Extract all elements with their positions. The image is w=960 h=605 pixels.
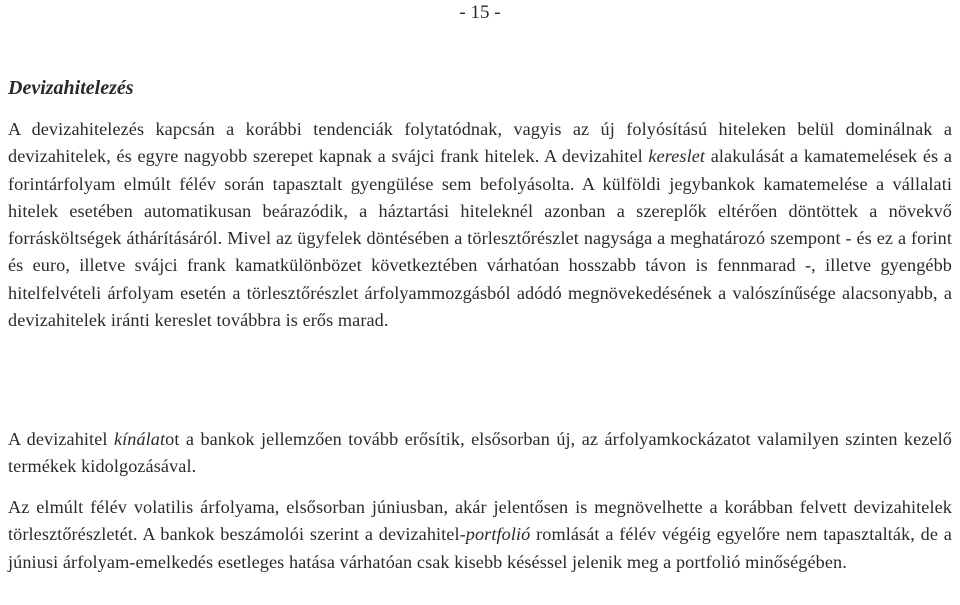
paragraph-text: A devizahitel xyxy=(8,429,114,449)
emphasis-kereslet: kereslet xyxy=(648,146,706,167)
section-title: Devizahitelezés xyxy=(8,77,134,99)
paragraph-text: ot a bankok jellemzően tovább erősítik, elsősorban új, az árfolyamkockázatot valamilyen szinten kezelő termékek kidolgozásával. xyxy=(8,429,952,477)
paragraph-portfolio xyxy=(8,494,952,576)
paragraph-text: romlását a félév végéig egyelőre nem tapasztalták, de a júniusi árfolyam-emelkedés esetleges hatása várhatóan csak kisebb késéssel jelenik meg a portfolió minőségében. xyxy=(8,524,952,572)
paragraph-demand xyxy=(8,116,952,334)
paragraph-text: Az elmúlt félév volatilis árfolyama, elsősorban júniusban, akár jelentősen is megnövelhette a korábban felvett devizahitelek törlesztőrészletét. A bankok beszámolói szerint a devizahitel- xyxy=(8,497,952,545)
paragraph-text: A devizahitelezés kapcsán a korábbi tendenciák folytatódnak, vagyis az új folyósítású hiteleken belül dominálnak a devizahitelek, és egyre nagyobb szerepet kapnak a svájci frank hitelek. A devizahitel xyxy=(8,119,952,167)
emphasis-kinalat: kínálat xyxy=(113,429,166,449)
paragraph-text: alakulását a kamatemelések és a forintárfolyam elmúlt félév során tapasztalt gyengülése sem befolyásolta. A külföldi jegybankok kamatemelése a vállalati hitelek esetében automatikusan beárazódik, a háztartási hiteleknél azonban a szereplők eltérően döntöttek a növekvő forrásköltségek áthárításáról. Mivel az ügyfelek döntésében a törlesztőrészlet nagysága a meghatározó szempont - és ez a forint és euro, illetve svájci frank kamatkülönbözet következtében várhatóan hosszabb távon is fennmarad -, illetve gyengébb hitelfelvételi árfolyam esetén a törlesztőrészlet árfolyammozgásból adódó megnövekedésének a valószínűsége alacsonyabb, a devizahitelek iránti kereslet továbbra is erős marad. xyxy=(8,146,952,331)
page-number: - 15 - xyxy=(459,2,501,23)
paragraph-supply xyxy=(8,426,952,481)
emphasis-portfolio: portfolió xyxy=(465,524,531,545)
